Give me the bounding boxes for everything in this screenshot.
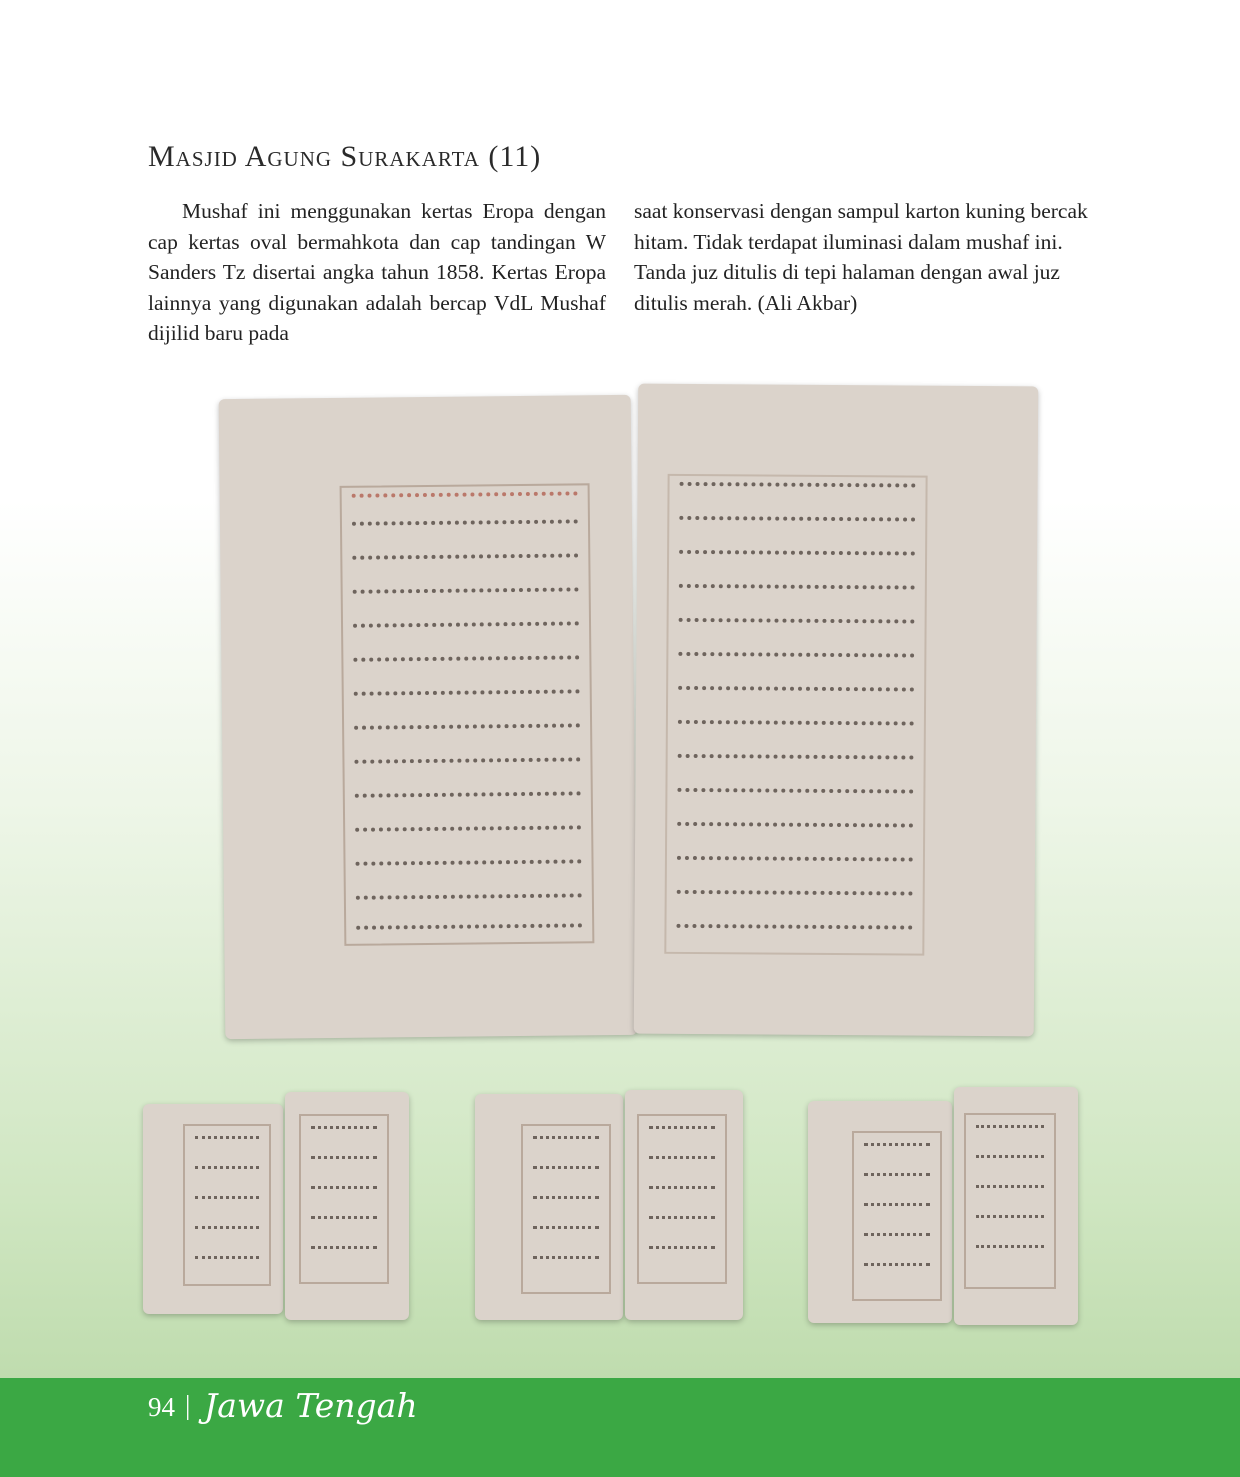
manuscript-page-left <box>475 1094 623 1320</box>
manuscript-photo-main <box>218 385 1048 1045</box>
page-number: 94 <box>148 1392 175 1422</box>
manuscript-page-left <box>808 1101 952 1323</box>
manuscript-page-right <box>285 1092 409 1320</box>
text-column-right <box>634 196 1092 318</box>
text-column-left <box>148 196 606 349</box>
paragraph-left: Mushaf ini menggunakan kertas Eropa dengan cap kertas oval bermahkota dan cap tandingan W Sanders Tz disertai angka tahun 1858. Kertas Eropa lainnya yang digunakan adalah bercap VdL Mushaf dijilid baru pada <box>148 199 606 345</box>
manuscript-text-block <box>340 483 595 946</box>
manuscript-page-right <box>954 1087 1078 1325</box>
paragraph-right: saat konservasi dengan sampul karton kuning bercak hitam. Tidak terdapat iluminasi dalam mushaf ini. Tanda juz ditulis di tepi halaman dengan awal juz ditulis merah. (Ali Akbar) <box>634 199 1088 315</box>
manuscript-text-block <box>664 474 927 956</box>
page-title: Masjid Agung Surakarta (11) <box>148 140 542 173</box>
footer-region: Jawa Tengah <box>204 1386 418 1425</box>
manuscript-photo-thumbnail-2 <box>475 1090 745 1322</box>
manuscript-photo-thumbnail-1 <box>143 1092 413 1322</box>
manuscript-page-left <box>143 1104 283 1314</box>
footer-separator: | <box>185 1390 191 1420</box>
manuscript-page-right <box>625 1090 743 1320</box>
manuscript-photo-thumbnail-3 <box>808 1087 1080 1327</box>
manuscript-page-right <box>634 384 1039 1037</box>
manuscript-page-left <box>219 395 638 1039</box>
